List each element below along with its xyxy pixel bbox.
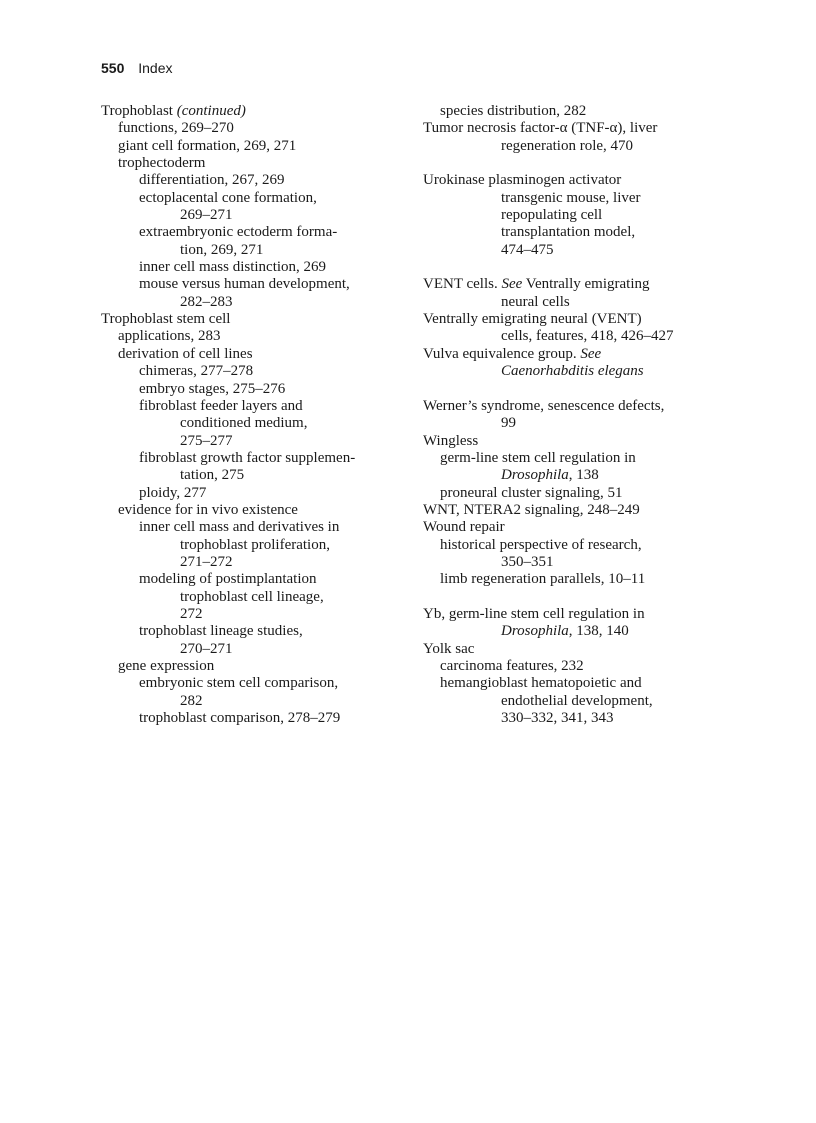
entry-text: Urokinase plasminogen activator: [423, 172, 622, 189]
entry-text: Trophoblast stem cell: [101, 311, 231, 328]
index-subentry: [101, 502, 401, 519]
entry-text: 272: [180, 605, 203, 622]
index-subentry: [423, 554, 713, 571]
index-subentry: [101, 259, 401, 276]
index-subentry: [423, 224, 713, 241]
entry-text: embryonic stem cell comparison,: [139, 675, 339, 692]
italic-text: See: [580, 345, 602, 362]
index-subentry: [423, 242, 713, 259]
index-subentry: [101, 710, 401, 727]
index-subentry: [423, 675, 713, 692]
index-subentry: [423, 658, 713, 675]
index-heading: [423, 398, 713, 415]
running-header: [101, 60, 173, 77]
entry-gap: [423, 589, 713, 606]
index-subentry: [101, 363, 401, 380]
entry-text: 271–272: [180, 553, 233, 570]
entry-text: fibroblast feeder layers and: [139, 397, 303, 414]
entry-text: modeling of postimplantation: [139, 571, 317, 588]
entry-gap: [423, 259, 713, 276]
index-subentry: [101, 381, 401, 398]
index-heading: [101, 103, 401, 120]
index-subentry: [101, 658, 401, 675]
entry-text: cells, features, 418, 426–427: [501, 328, 674, 345]
index-subentry: [101, 519, 401, 536]
entry-text: derivation of cell lines: [118, 345, 253, 362]
index-subentry: [423, 138, 713, 155]
entry-text: extraembryonic ectoderm forma-: [139, 224, 338, 241]
index-subentry: [101, 120, 401, 137]
entry-text: 270–271: [180, 640, 233, 657]
entry-text: 474–475: [501, 241, 554, 258]
index-subentry: [101, 294, 401, 311]
entry-text: mouse versus human development,: [139, 276, 350, 293]
index-subentry: [101, 589, 401, 606]
index-subentry: [101, 398, 401, 415]
entry-text: transplantation model,: [501, 224, 636, 241]
entry-text: trophoblast proliferation,: [180, 536, 330, 553]
index-subentry: [101, 485, 401, 502]
italic-text: Drosophila: [501, 623, 569, 640]
index-subentry: [101, 450, 401, 467]
entry-gap: [423, 381, 713, 398]
entry-text: 350–351: [501, 553, 554, 570]
entry-text: 99: [501, 415, 516, 432]
entry-text: Wound repair: [423, 519, 505, 536]
running-title: Index: [138, 60, 173, 76]
index-subentry: [101, 190, 401, 207]
entry-text: VENT cells.: [423, 276, 502, 293]
index-subentry: [423, 710, 713, 727]
entry-gap: [423, 155, 713, 172]
index-subentry: [101, 346, 401, 363]
index-heading: [101, 311, 401, 328]
index-subentry: [423, 623, 713, 640]
index-subentry: [423, 103, 713, 120]
index-subentry: [101, 641, 401, 658]
index-subentry: [101, 172, 401, 189]
entry-text: fibroblast growth factor supplemen-: [139, 449, 356, 466]
entry-text: proneural cluster signaling, 51: [440, 484, 623, 501]
index-heading: [423, 433, 713, 450]
index-subentry: [423, 693, 713, 710]
index-subentry: [101, 467, 401, 484]
index-subentry: [423, 485, 713, 502]
entry-text: 275–277: [180, 432, 233, 449]
index-heading: [423, 502, 713, 519]
italic-text: Caenorhabditis elegans: [501, 363, 644, 380]
index-subentry: [101, 623, 401, 640]
entry-text: transgenic mouse, liver: [501, 189, 641, 206]
entry-text: ploidy, 277: [139, 484, 207, 501]
index-subentry: [101, 224, 401, 241]
entry-text: evidence for in vivo existence: [118, 501, 298, 518]
index-subentry: [101, 537, 401, 554]
entry-text: Tumor necrosis factor-α (TNF-α), liver: [423, 120, 658, 137]
entry-text: inner cell mass and derivatives in: [139, 519, 340, 536]
entry-text: hemangioblast hematopoietic and: [440, 675, 642, 692]
entry-text: trophoblast lineage studies,: [139, 623, 303, 640]
entry-text: 282–283: [180, 293, 233, 310]
entry-text: conditioned medium,: [180, 415, 308, 432]
index-heading: [423, 346, 713, 363]
entry-text: 330–332, 341, 343: [501, 710, 614, 727]
entry-text: endothelial development,: [501, 692, 653, 709]
entry-text: Trophoblast: [101, 103, 173, 119]
index-subentry: [101, 675, 401, 692]
index-subentry: [101, 242, 401, 259]
index-subentry: [101, 276, 401, 293]
entry-text: Vulva equivalence group.: [423, 345, 581, 362]
entry-text: functions, 269–270: [118, 120, 234, 137]
entry-text: trophoblast cell lineage,: [180, 588, 324, 605]
index-heading: [423, 311, 713, 328]
index-subentry: [423, 571, 713, 588]
index-subentry: [101, 433, 401, 450]
entry-text: limb regeneration parallels, 10–11: [440, 571, 646, 588]
entry-text: , 138: [568, 467, 599, 484]
index-subentry: [423, 190, 713, 207]
index-subentry: [101, 554, 401, 571]
entry-text: inner cell mass distinction, 269: [139, 259, 327, 276]
index-subentry: [101, 415, 401, 432]
entry-text: carcinoma features, 232: [440, 658, 584, 674]
entry-text: Ventrally emigrating: [522, 276, 650, 293]
page-number: 550: [101, 60, 125, 76]
entry-text: 269–271: [180, 207, 233, 224]
index-subentry: [101, 138, 401, 155]
index-heading: [423, 276, 713, 293]
entry-text: WNT, NTERA2 signaling, 248–249: [423, 501, 640, 518]
index-subentry: [423, 363, 713, 380]
entry-text: neural cells: [501, 293, 570, 310]
index-subentry: [101, 606, 401, 623]
index-subentry: [101, 207, 401, 224]
entry-text: , 138, 140: [568, 623, 629, 640]
index-subentry: [101, 693, 401, 710]
index-subentry: [423, 328, 713, 345]
entry-text: ectoplacental cone formation,: [139, 189, 317, 206]
entry-text: chimeras, 277–278: [139, 363, 254, 380]
index-subentry: [101, 155, 401, 172]
index-heading: [423, 172, 713, 189]
entry-text: trophectoderm: [118, 155, 206, 172]
index-subentry: [423, 537, 713, 554]
entry-text: Yolk sac: [423, 640, 475, 657]
italic-text: (continued): [172, 103, 246, 119]
italic-text: See: [501, 276, 523, 293]
entry-text: Ventrally emigrating neural (VENT): [423, 311, 642, 328]
entry-text: repopulating cell: [501, 207, 603, 224]
index-subentry: [423, 467, 713, 484]
entry-text: giant cell formation, 269, 271: [118, 137, 297, 154]
index-heading: [423, 641, 713, 658]
entry-text: gene expression: [118, 658, 215, 674]
index-heading: [423, 120, 713, 137]
entry-text: species distribution, 282: [440, 103, 587, 119]
entry-text: historical perspective of research,: [440, 536, 642, 553]
entry-text: differentiation, 267, 269: [139, 172, 285, 189]
entry-text: trophoblast comparison, 278–279: [139, 710, 341, 727]
entry-text: applications, 283: [118, 328, 221, 345]
entry-text: Yb, germ-line stem cell regulation in: [423, 605, 645, 622]
index-subentry: [101, 571, 401, 588]
entry-text: Wingless: [423, 432, 479, 449]
index-subentry: [423, 450, 713, 467]
entry-text: germ-line stem cell regulation in: [440, 449, 636, 466]
index-heading: [423, 519, 713, 536]
italic-text: Drosophila: [501, 467, 569, 484]
index-column-right: [423, 103, 713, 727]
entry-text: embryo stages, 275–276: [139, 380, 286, 397]
index-subentry: [423, 415, 713, 432]
entry-text: 282: [180, 692, 203, 709]
index-subentry: [423, 294, 713, 311]
entry-text: tion, 269, 271: [180, 241, 264, 258]
index-subentry: [101, 328, 401, 345]
entry-text: tation, 275: [180, 467, 245, 484]
index-column-left: [101, 103, 401, 727]
entry-text: regeneration role, 470: [501, 137, 634, 154]
index-subentry: [423, 207, 713, 224]
entry-text: Werner’s syndrome, senescence defects,: [423, 397, 665, 414]
index-heading: [423, 606, 713, 623]
